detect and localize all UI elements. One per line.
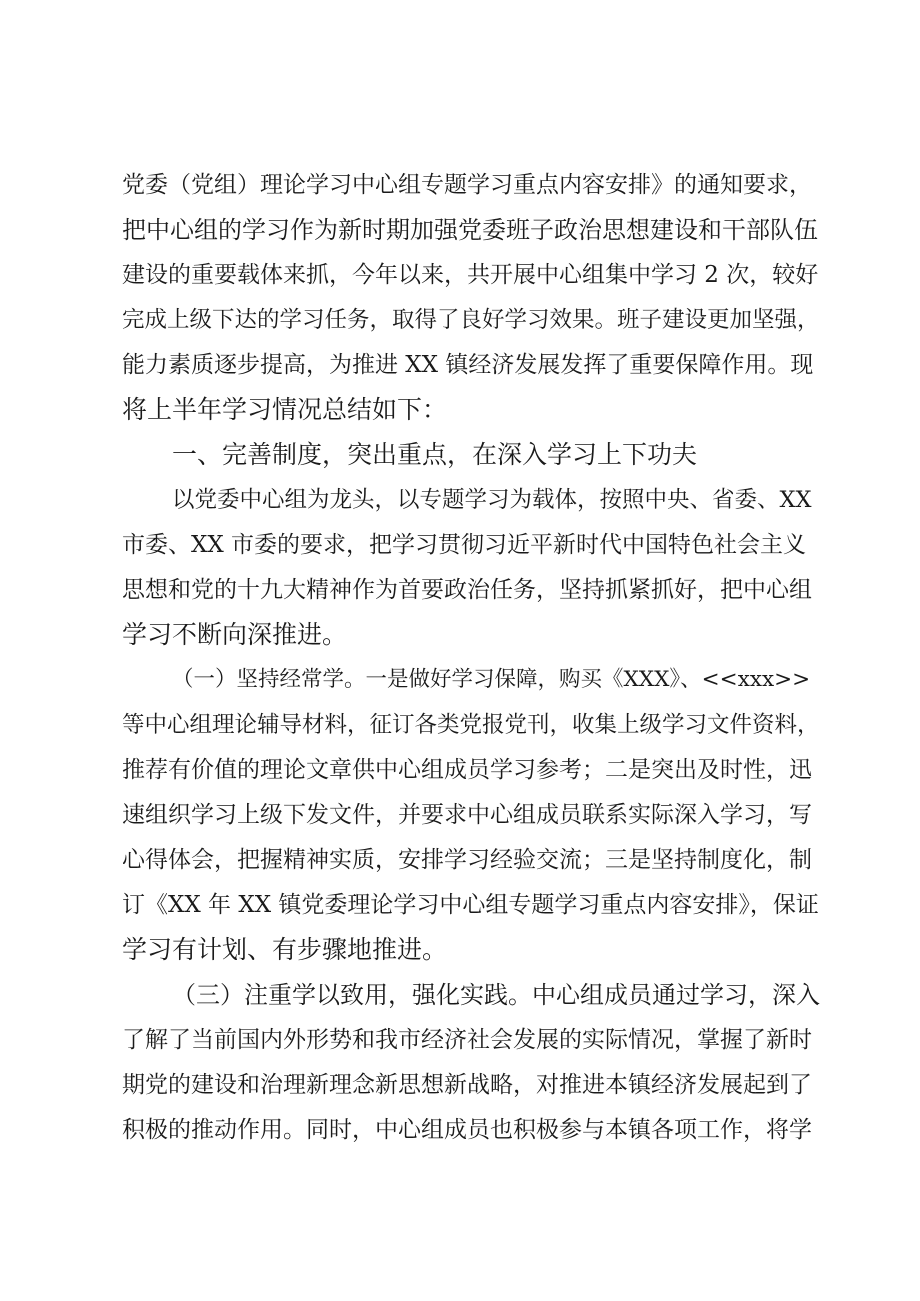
text-line: 速组织学习上级下发文件，并要求中心组成员联系实际深入学习，写 — [122, 802, 812, 828]
text-line: 了解了当前国内外形势和我市经济社会发展的实际情况，掌握了新时 — [122, 1027, 812, 1053]
text-line: 完成上级下达的学习任务，取得了良好学习效果。班子建设更加坚强， — [122, 307, 820, 333]
text-line: 把中心组的学习作为新时期加强党委班子政治思想建设和干部队伍 — [122, 216, 818, 244]
text-line: 学习有计划、有步骤地推进。 — [122, 935, 448, 964]
subsection-line: （一）坚持经常学。一是做好学习保障，购买《XXX》、<<xxx>> — [172, 667, 811, 692]
text-line: 将上半年学习情况总结如下： — [122, 395, 448, 424]
text-line: 等中心组理论辅导材料，征订各类党报党刊，收集上级学习文件资料， — [122, 712, 820, 738]
section-heading: 一、完善制度，突出重点，在深入学习上下功夫 — [172, 440, 698, 469]
text-line: 心得体会，把握精神实质，安排学习经验交流；三是坚持制度化，制 — [122, 847, 812, 873]
text-line: 建设的重要载体来抓，今年以来，共开展中心组集中学习 2 次，较好 — [122, 262, 819, 288]
text-line: 能力素质逐步提高，为推进 XX 镇经济发展发挥了重要保障作用。现 — [122, 352, 814, 378]
text-line: 推荐有价值的理论文章供中心组成员学习参考；二是突出及时性，迅 — [122, 757, 812, 783]
text-line: 订《XX 年 XX 镇党委理论学习中心组专题学习重点内容安排》，保证 — [122, 892, 819, 918]
text-line: 思想和党的十九大精神作为首要政治任务，坚持抓紧抓好，把中心组 — [122, 577, 812, 603]
text-line: 积极的推动作用。同时，中心组成员也积极参与本镇各项工作，将学 — [122, 1117, 812, 1143]
text-line: 以党委中心组为龙头，以专题学习为载体，按照中央、省委、XX — [172, 487, 812, 513]
subsection-line: （三）注重学以致用，强化实践。中心组成员通过学习，深入 — [172, 981, 820, 1009]
text-line: 期党的建设和治理新理念新思想新战略，对推进本镇经济发展起到了 — [122, 1072, 812, 1098]
text-line: 学习不断向深推进。 — [122, 620, 348, 649]
text-line: 党委（党组）理论学习中心组专题学习重点内容安排》的通知要求， — [122, 172, 812, 198]
text-line: 市委、XX 市委的要求，把学习贯彻习近平新时代中国特色社会主义 — [122, 532, 807, 558]
